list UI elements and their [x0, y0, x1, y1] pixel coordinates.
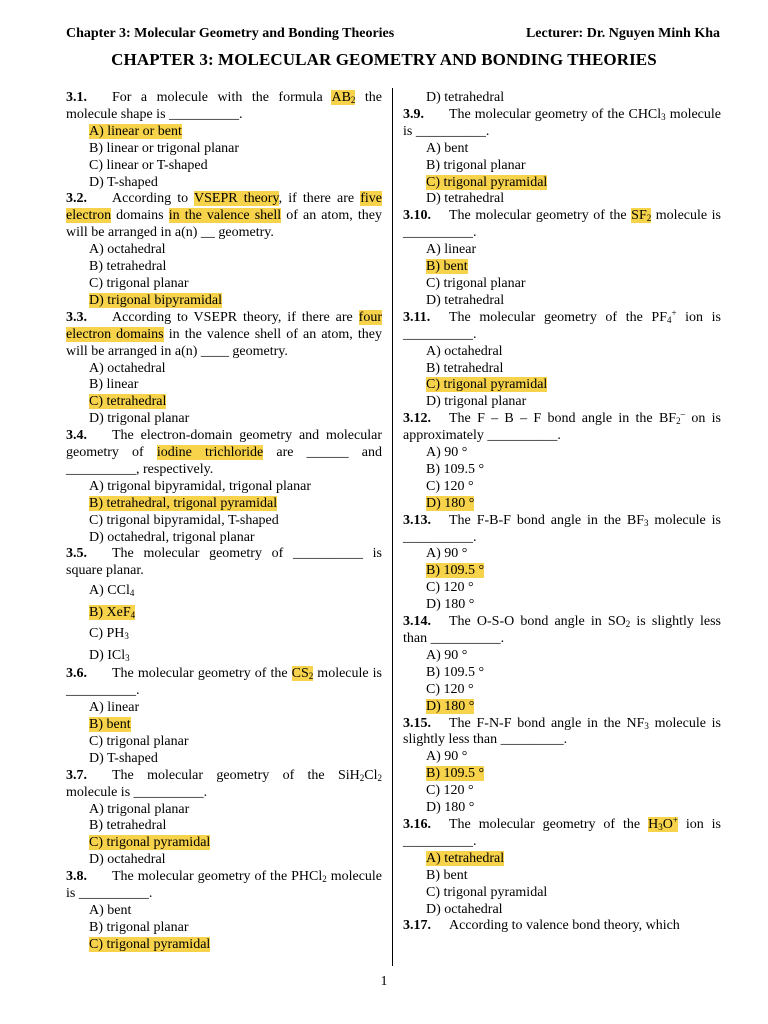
question-number: 3.17. — [403, 918, 431, 934]
option: B) 109.5 ° — [426, 664, 485, 680]
formula: $BF_3$ — [626, 512, 649, 528]
option: A) bent — [426, 140, 469, 156]
option: A) 90 ° — [426, 546, 468, 562]
question-number: 3.9. — [403, 106, 424, 122]
column-divider — [392, 88, 393, 966]
option — [403, 851, 721, 868]
option: B) linear or trigonal planar — [89, 140, 240, 156]
question-number: 3.6. — [66, 666, 87, 682]
option: A) CCl$_4$ — [89, 583, 135, 599]
option — [403, 699, 721, 716]
question-3-14: 3.14. The O-S-O bond angle in $SO_2$ is slightly less than __________. — [403, 614, 721, 646]
left-column — [66, 90, 382, 954]
option: B) tetrahedral — [89, 259, 167, 275]
question-3-6: 3.6. The molecular geometry of the $CS_2$ molecule is __________. — [66, 666, 382, 699]
option: B) linear — [89, 377, 139, 393]
option: C) trigonal planar — [89, 275, 189, 291]
question-number: 3.12. — [403, 411, 431, 427]
option — [403, 766, 721, 783]
formula: $NF_3$ — [626, 715, 649, 731]
option: D) trigonal planar — [89, 411, 190, 427]
question-number: 3.10. — [403, 208, 431, 224]
question-number: 3.14. — [403, 614, 431, 630]
question-3-1 — [66, 90, 382, 124]
formula: $PF_4^+$ — [651, 307, 677, 325]
option: C) trigonal planar — [89, 733, 189, 749]
highlight: iodine trichloride — [156, 445, 264, 461]
option: D) 180 ° — [426, 800, 475, 816]
answer-highlight: D) 180 ° — [426, 495, 475, 511]
question-text: the molecule shape is __________. — [66, 90, 382, 122]
option: C) $PH_3$ — [89, 626, 129, 642]
header-lecturer: Lecturer: Dr. Nguyen Minh Kha — [525, 26, 720, 41]
answer-highlight: A) linear or bent — [89, 123, 182, 139]
question-number: 3.15. — [403, 715, 431, 731]
option: B) 109.5 ° — [426, 461, 485, 477]
question-3-17: 3.17. According to valence bond theory, which — [403, 918, 680, 934]
question-number: 3.13. — [403, 512, 431, 528]
question-3-7: 3.7. The molecular geometry of the $SiH_2Cl_2$ molecule is __________. — [66, 767, 382, 800]
option: A) linear — [89, 700, 140, 716]
question-number: 3.2. — [66, 191, 87, 207]
option: C) 120 ° — [426, 580, 474, 596]
answer-highlight: B) 109.5 ° — [426, 766, 485, 782]
option — [403, 563, 721, 580]
header-chapter: Chapter 3: Molecular Geometry and Bonding Theories — [66, 26, 395, 41]
option: C) trigonal pyramidal — [426, 884, 548, 900]
option: D) T-shaped — [89, 750, 158, 766]
option: A) trigonal planar — [89, 801, 190, 817]
option: B) trigonal planar — [89, 919, 189, 935]
option: D) trigonal planar — [426, 394, 527, 410]
question-number: 3.16. — [403, 816, 431, 832]
option: A) octahedral — [89, 242, 166, 258]
answer-highlight: B) bent — [426, 259, 468, 275]
answer-highlight: B) 109.5 ° — [426, 563, 485, 579]
option: A) octahedral — [89, 360, 166, 376]
question-3-9: 3.9. The molecular geometry of the CHCl$_3$ molecule is __________. — [403, 106, 722, 139]
option: D) tetrahedral — [426, 292, 505, 308]
question-number: 3.4. — [66, 428, 87, 444]
page-title: CHAPTER 3: MOLECULAR GEOMETRY AND BONDING THEORIES — [111, 50, 657, 69]
highlight: VSEPR theory — [194, 191, 279, 207]
option: C) 120 ° — [426, 681, 474, 697]
question-number: 3.11. — [403, 309, 431, 325]
question-3-10: 3.10. The molecular geometry of the $SF_2$ molecule is __________. — [403, 208, 721, 241]
answer-highlight: C) trigonal pyramidal — [89, 835, 211, 851]
answer-highlight: C) trigonal pyramidal — [89, 936, 211, 952]
question-3-5: 3.5. The molecular geometry of __________ is square planar. — [66, 546, 382, 579]
option: A) octahedral — [426, 343, 503, 359]
option: B) tetrahedral — [89, 818, 167, 834]
option — [403, 377, 721, 394]
question-3-3: 3.3. According to VSEPR theory, if there are four electron domains in the valence shell of an atom, they will be arranged in a(n) ____ geometry. — [66, 309, 382, 359]
question-3-15: 3.15. The F-N-F bond angle in the $NF_3$ molecule is slightly less than _________. — [403, 715, 721, 748]
option — [66, 293, 382, 310]
option — [66, 394, 382, 411]
option: A) 90 ° — [426, 445, 468, 461]
option — [403, 259, 721, 276]
option: D) octahedral — [426, 901, 503, 917]
formula: $BF_2^-$ — [658, 409, 686, 427]
formula: $SiH_2Cl_2$ — [337, 767, 382, 783]
question-number: 3.7. — [66, 767, 87, 783]
question-3-16: 3.16. The molecular geometry of the $H_3O^+$ ion is __________. — [403, 814, 721, 849]
option — [66, 835, 382, 852]
option: C) linear or T-shaped — [89, 157, 208, 173]
option: A) trigonal bipyramidal, trigonal planar — [89, 478, 311, 494]
option: D) tetrahedral — [426, 191, 505, 207]
highlight: in the valence shell — [168, 208, 282, 224]
option — [66, 717, 382, 734]
option — [403, 175, 721, 192]
answer-highlight: B) bent — [89, 717, 131, 732]
option: C) trigonal bipyramidal, T-shaped — [89, 512, 279, 528]
option: C) 120 ° — [426, 478, 474, 494]
option: B) bent — [426, 867, 468, 883]
option — [66, 602, 382, 624]
formula: CHCl$_3$ — [628, 106, 666, 122]
option: C) trigonal planar — [426, 275, 526, 291]
question-3-2: 3.2. According to VSEPR theory, if there are five electron domains in the valence shell of an atom, they will be arranged in a(n) __ geometry. — [66, 191, 383, 241]
answer-highlight: D) trigonal bipyramidal — [89, 292, 222, 308]
option: A) bent — [89, 902, 132, 918]
option: D) ICl$_3$ — [89, 647, 130, 663]
option: D) 180 ° — [426, 597, 475, 613]
highlight-formula: $H_3O^+$ — [648, 814, 678, 832]
highlight: five electron — [66, 191, 383, 224]
right-column — [403, 90, 721, 935]
formula: PHCl$_2$ — [291, 869, 327, 885]
page-number: 1 — [380, 974, 388, 989]
question-number: 3.3. — [66, 309, 87, 325]
answer-highlight: B) XeF$_4$ — [89, 604, 136, 620]
option — [66, 937, 382, 954]
answer-highlight: C) trigonal pyramidal — [426, 174, 548, 190]
option — [66, 124, 382, 141]
question-3-12: 3.12. The F – B – F bond angle in the $BF_2^-$ on is approximately __________. — [403, 409, 722, 444]
highlight-formula: $SF_2$ — [631, 208, 652, 224]
option: D) tetrahedral — [426, 90, 505, 105]
option: A) 90 ° — [426, 647, 468, 663]
option: D) T-shaped — [89, 174, 158, 190]
question-3-8: 3.8. The molecular geometry of the PHCl$_2$ molecule is __________. — [66, 869, 383, 902]
answer-highlight: A) tetrahedral — [426, 850, 505, 866]
option: B) tetrahedral — [426, 360, 504, 376]
question-number: 3.1. — [66, 90, 87, 105]
highlight-formula: $CS_2$ — [291, 666, 314, 682]
option — [403, 496, 721, 513]
formula: $SO_2$ — [607, 614, 631, 630]
highlight-formula: $AB_2$ — [331, 90, 356, 105]
option: D) octahedral — [89, 852, 166, 868]
answer-highlight: B) tetrahedral, trigonal pyramidal — [89, 495, 278, 511]
option: D) octahedral, trigonal planar — [89, 529, 255, 545]
highlight: four electron domains — [66, 309, 382, 342]
option — [66, 496, 382, 513]
question-text: For a molecule with the formula — [112, 90, 332, 105]
answer-highlight: C) trigonal pyramidal — [426, 377, 548, 393]
question-3-13: 3.13. The F-B-F bond angle in the $BF_3$ molecule is __________. — [403, 512, 721, 545]
question-number: 3.5. — [66, 546, 87, 562]
question-number: 3.8. — [66, 869, 87, 885]
option: C) 120 ° — [426, 783, 474, 799]
option: B) trigonal planar — [426, 157, 526, 173]
option: A) 90 ° — [426, 749, 468, 765]
answer-highlight: C) tetrahedral — [89, 394, 167, 410]
question-3-4: 3.4. The electron-domain geometry and molecular geometry of iodine trichloride are ______ and __________, respectively. — [66, 428, 382, 477]
answer-highlight: D) 180 ° — [426, 698, 475, 714]
question-3-11: 3.11. The molecular geometry of the $PF_4^+$ ion is __________. — [403, 307, 721, 342]
option: A) linear — [426, 242, 477, 258]
bond-notation: F – B – F — [477, 411, 542, 427]
